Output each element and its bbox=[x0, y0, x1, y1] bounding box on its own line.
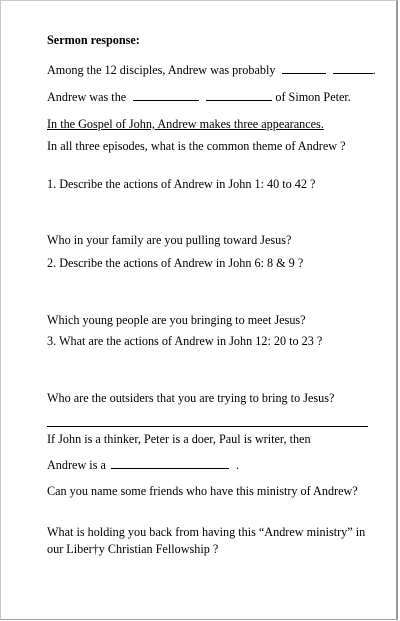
andrew-is-a bbox=[47, 457, 239, 473]
answer-blank[interactable] bbox=[333, 62, 373, 74]
answer-blank[interactable] bbox=[206, 89, 272, 101]
andrew-is-a-text: Andrew is a bbox=[47, 458, 106, 472]
answer-blank[interactable] bbox=[282, 62, 326, 74]
punctuation: . bbox=[372, 63, 376, 77]
young-question: Which young people are you bringing to meet Jesus? bbox=[47, 313, 306, 327]
punctuation: . bbox=[235, 458, 240, 472]
gospel-note: In the Gospel of John, Andrew makes three appearances. bbox=[47, 117, 324, 131]
item-3: 3. What are the actions of Andrew in John 12: 20 to 23 ? bbox=[47, 334, 323, 348]
page-title: Sermon response: bbox=[47, 33, 140, 47]
thinker-line: If John is a thinker, Peter is a doer, Paul is writer, then bbox=[47, 432, 311, 446]
answer-line[interactable] bbox=[47, 426, 368, 427]
answer-blank[interactable] bbox=[111, 457, 229, 469]
common-theme-question: In all three episodes, what is the common theme of Andrew ? bbox=[47, 139, 346, 153]
friends-question: Can you name some friends who have this ministry of Andrew? bbox=[47, 484, 358, 498]
holding-question-line-1: What is holding you back from having this “Andrew ministry” in bbox=[47, 525, 366, 539]
holding-question-line-2: our Liber†y Christian Fellowship ? bbox=[47, 542, 219, 556]
outsiders-question: Who are the outsiders that you are trying to bring to Jesus? bbox=[47, 391, 335, 405]
item-1: 1. Describe the actions of Andrew in John 1: 40 to 42 ? bbox=[47, 177, 316, 191]
item-2: 2. Describe the actions of Andrew in John 6: 8 & 9 ? bbox=[47, 256, 304, 270]
question-disciples-text: Among the 12 disciples, Andrew was probably bbox=[47, 63, 276, 77]
question-brother-tail: of Simon Peter. bbox=[275, 90, 351, 104]
question-brother bbox=[47, 89, 351, 105]
family-question: Who in your family are you pulling toward Jesus? bbox=[47, 233, 292, 247]
question-disciples bbox=[47, 62, 376, 78]
question-brother-text: Andrew was the bbox=[47, 90, 127, 104]
answer-blank[interactable] bbox=[133, 89, 199, 101]
